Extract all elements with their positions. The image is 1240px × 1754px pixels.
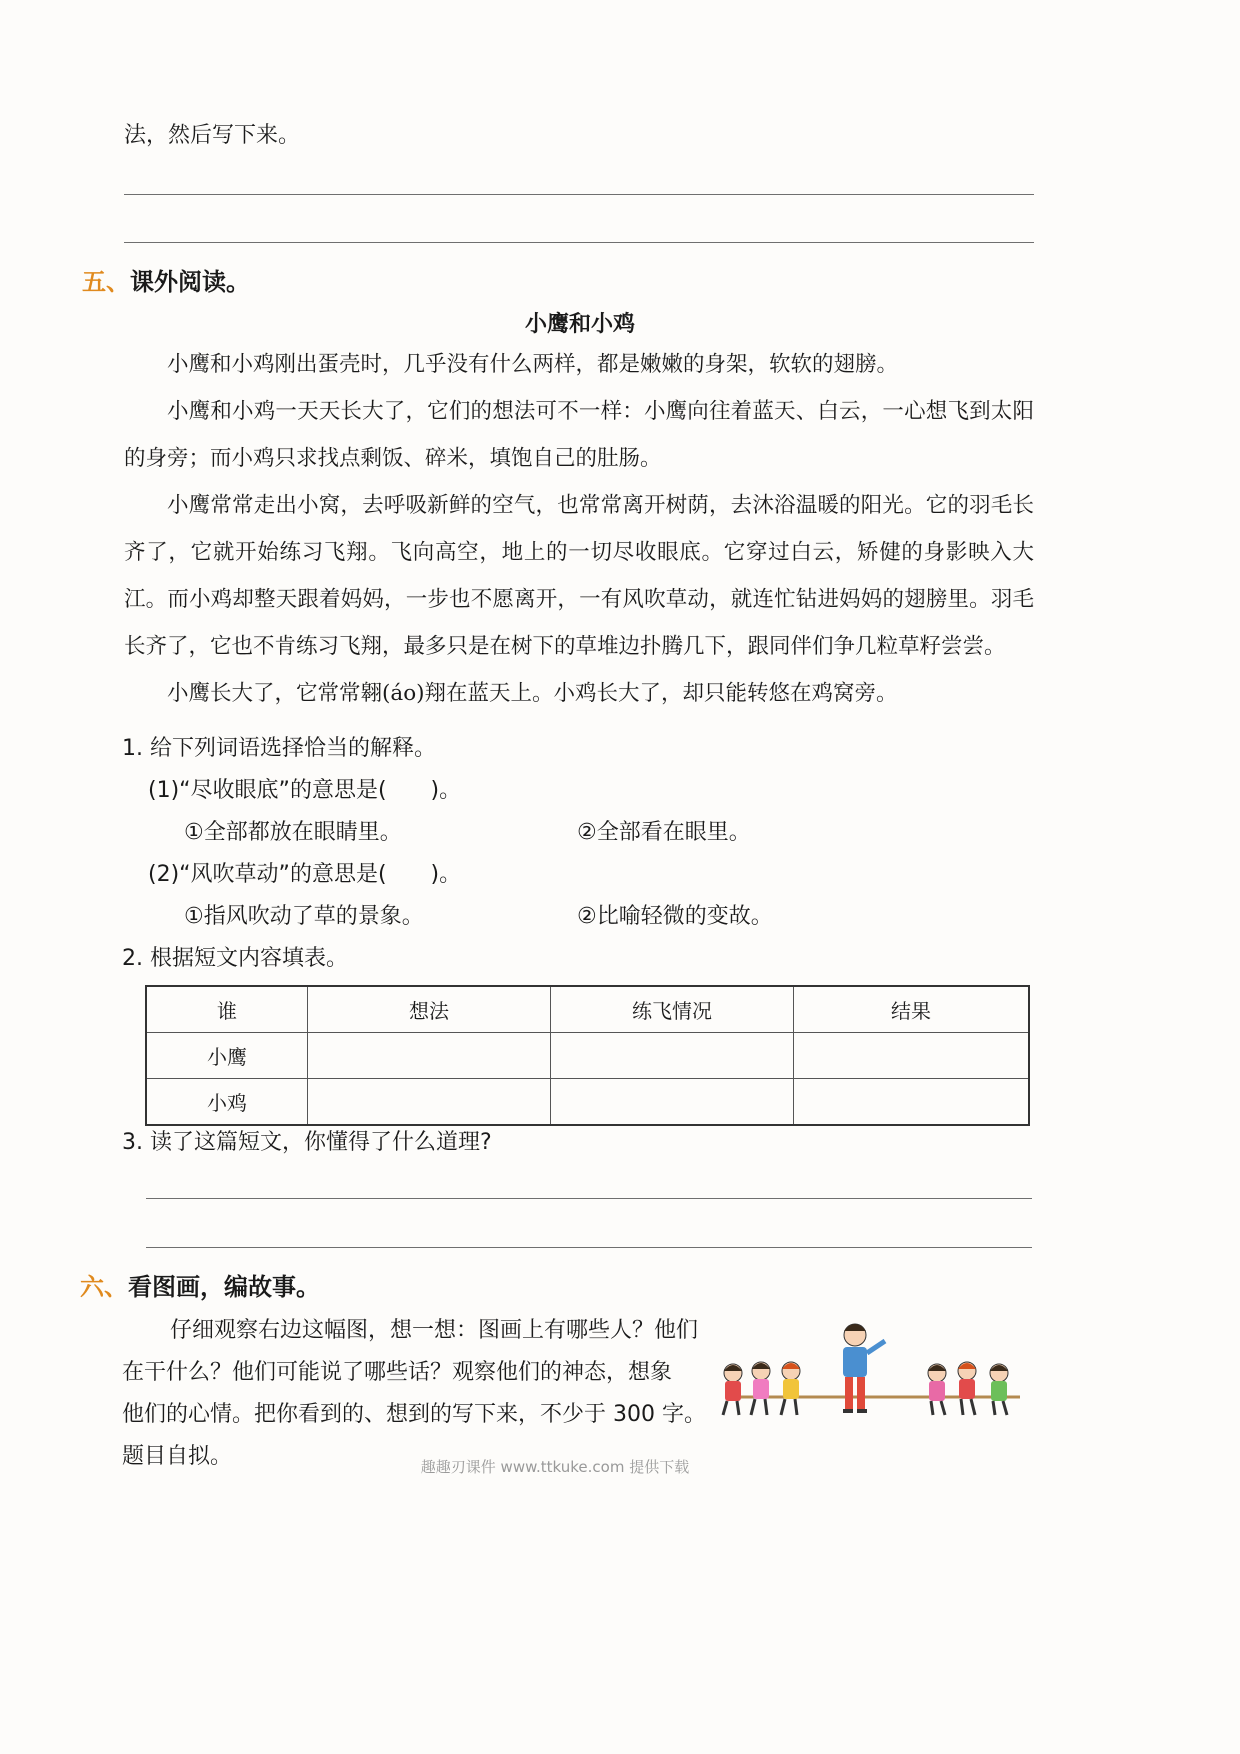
answer-line bbox=[146, 1198, 1032, 1199]
section-number: 六、 bbox=[80, 1273, 128, 1301]
story-paragraph: 小鹰常常走出小窝，去呼吸新鲜的空气，也常常离开树荫，去沐浴温暖的阳光。它的羽毛长齐了，它就开始练习飞翔。飞向高空，地上的一切尽收眼底。它穿过白云，矫健的身影映入大江。而小鸡却整天跟着妈妈，一步也不愿离开，一有风吹草动，就连忙钻进妈妈的翅膀里。羽毛长齐了，它也不肯练习飞翔，最多只是在树下的草堆边扑腾几下，跟同伴们争几粒草籽尝尝。 bbox=[124, 493, 1034, 659]
table-header-cell: 结果 bbox=[794, 986, 1030, 1033]
question-1-1-option-1: ①全部都放在眼睛里。 bbox=[184, 820, 402, 845]
table-row bbox=[146, 1079, 1029, 1126]
row-label: 小鹰 bbox=[146, 1033, 308, 1079]
row-label: 小鸡 bbox=[146, 1079, 308, 1126]
left-team bbox=[723, 1362, 800, 1415]
story-paragraph: 小鹰长大了，它常常翱(áo)翔在蓝天上。小鸡长大了，却只能转悠在鸡窝旁。 bbox=[167, 681, 898, 706]
question-2-prompt: 2. 根据短文内容填表。 bbox=[122, 946, 348, 971]
footer-watermark: 趣趣刃课件 www.ttkuke.com 提供下载 bbox=[420, 1458, 690, 1476]
section-title: 课外阅读。 bbox=[130, 268, 250, 296]
answer-cell[interactable] bbox=[551, 1033, 794, 1079]
instruction-line: 题目自拟。 bbox=[122, 1444, 233, 1469]
answer-cell[interactable] bbox=[794, 1079, 1030, 1126]
answer-line bbox=[146, 1247, 1032, 1248]
answer-cell[interactable] bbox=[794, 1033, 1030, 1079]
section-number: 五、 bbox=[82, 268, 130, 296]
table-row bbox=[146, 1033, 1029, 1079]
table-header-row bbox=[146, 986, 1029, 1033]
table-header-cell: 想法 bbox=[308, 986, 551, 1033]
instruction-line: 在干什么？他们可能说了哪些话？观察他们的神态，想象 bbox=[122, 1360, 673, 1385]
story-paragraph: 小鹰和小鸡刚出蛋壳时，几乎没有什么两样，都是嫩嫩的身架，软软的翅膀。 bbox=[167, 352, 899, 377]
instruction-line: 仔细观察右边这幅图，想一想：图画上有哪些人？他们 bbox=[170, 1318, 699, 1343]
answer-cell[interactable] bbox=[551, 1079, 794, 1126]
bleed-through-text bbox=[520, 128, 556, 154]
section-title: 看图画，编故事。 bbox=[128, 1273, 320, 1301]
answer-line bbox=[124, 242, 1034, 243]
section-5-heading bbox=[82, 262, 250, 297]
story-title: 小鹰和小鸡 bbox=[524, 312, 635, 337]
question-1-2-option-2: ②比喻轻微的变故。 bbox=[577, 904, 773, 929]
question-1-1-option-2: ②全部看在眼里。 bbox=[577, 820, 751, 845]
question-1-2-stem: (2)“风吹草动”的意思是( )。 bbox=[148, 862, 462, 887]
answer-cell[interactable] bbox=[308, 1033, 551, 1079]
continuation-text: 法，然后写下来。 bbox=[124, 123, 301, 148]
story-body bbox=[124, 341, 1034, 717]
table-header-cell: 谁 bbox=[146, 986, 308, 1033]
question-1-1-stem: (1)“尽收眼底”的意思是( )。 bbox=[148, 778, 462, 803]
section-6-instructions bbox=[122, 1310, 722, 1478]
instruction-line: 他们的心情。把你看到的、想到的写下来，不少于 300 字。 bbox=[122, 1402, 706, 1427]
answer-cell[interactable] bbox=[308, 1079, 551, 1126]
question-1-prompt: 1. 给下列词语选择恰当的解释。 bbox=[122, 736, 436, 761]
table-header-cell: 练飞情况 bbox=[551, 986, 794, 1033]
story-paragraph: 小鹰和小鸡一天天长大了，它们的想法可不一样：小鹰向往着蓝天、白云，一心想飞到太阳的身旁；而小鸡只求找点剩饭、碎米，填饱自己的肚肠。 bbox=[124, 399, 1034, 471]
question-3-prompt: 3. 读了这篇短文，你懂得了什么道理? bbox=[122, 1130, 492, 1155]
question-1-2-option-1: ①指风吹动了草的景象。 bbox=[184, 904, 424, 929]
tug-of-war-illustration bbox=[715, 1315, 1035, 1430]
section-6-heading bbox=[80, 1267, 320, 1302]
right-team bbox=[928, 1362, 1008, 1415]
answer-line bbox=[124, 194, 1034, 195]
teacher-figure bbox=[843, 1324, 885, 1413]
fill-in-table bbox=[145, 985, 1030, 1126]
